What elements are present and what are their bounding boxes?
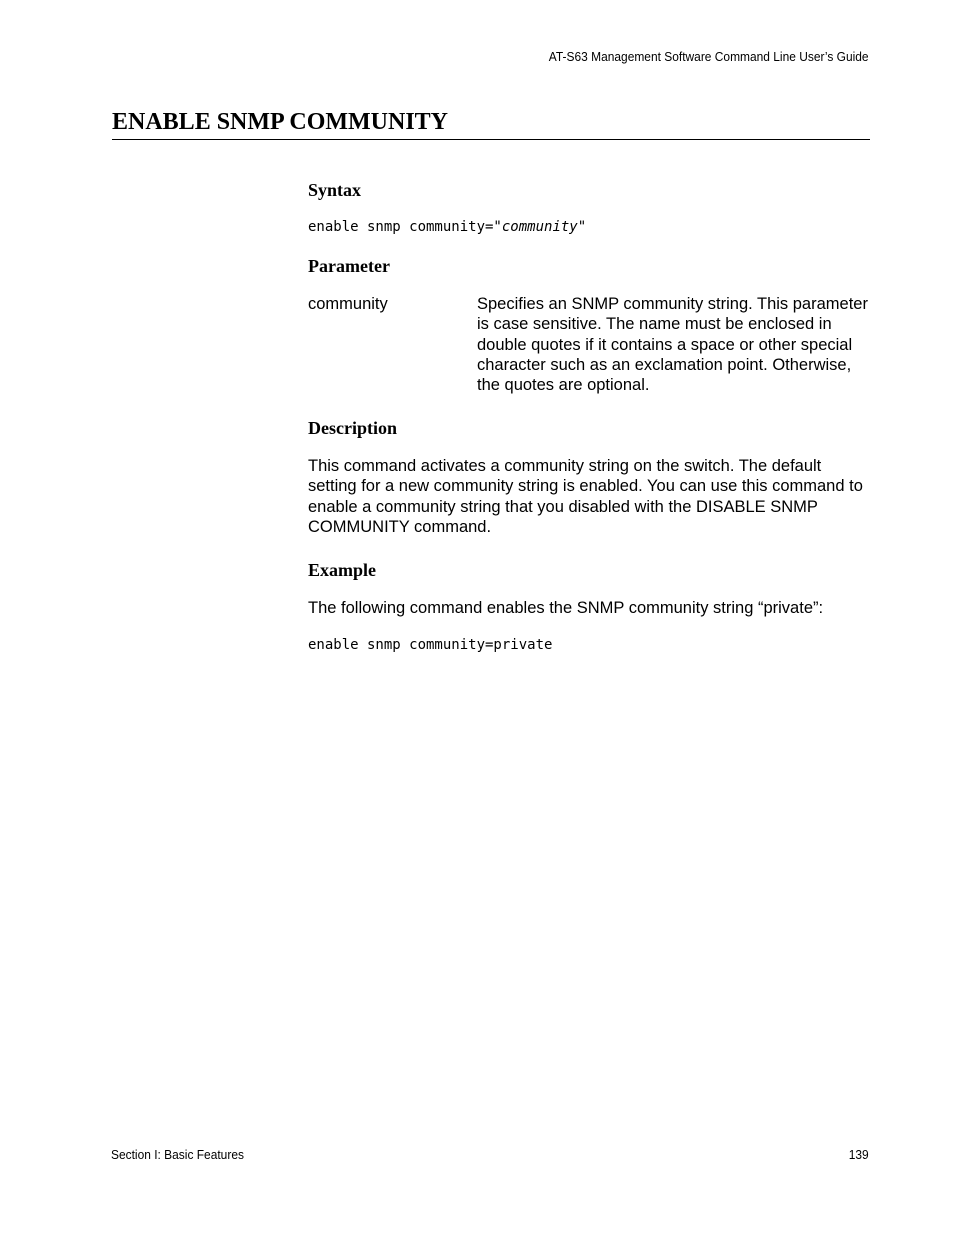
parameter-name: community [308, 295, 388, 313]
example-intro: The following command enables the SNMP community string “private”: [308, 599, 824, 617]
example-heading: Example [308, 560, 377, 580]
running-header: AT-S63 Management Software Command Line User’s Guide [549, 49, 869, 64]
syntax-variable: community [501, 219, 578, 235]
page-number: 139 [849, 1147, 869, 1162]
syntax-prefix: enable snmp community=" [308, 219, 502, 235]
parameter-description: Specifies an SNMP community string. This parameter is case sensitive. The name must be enclosed in double quotes if it contains a space or other special character such as an exclamation point. Otherwise, the quotes are optional. [477, 295, 868, 395]
title-rule [112, 139, 870, 140]
syntax-suffix: " [577, 219, 587, 235]
parameter-heading: Parameter [308, 256, 390, 276]
page-title: ENABLE SNMP COMMUNITY [112, 109, 449, 135]
description-heading: Description [308, 418, 397, 438]
description-text: This command activates a community string on the switch. The default setting for a new community string is enabled. You can use this command to enable a community string that you disabled with the DISABLE SNMP COMMUNITY command. [308, 457, 863, 536]
syntax-command [308, 218, 586, 236]
syntax-heading: Syntax [308, 180, 362, 200]
example-command: enable snmp community=private [308, 637, 553, 653]
footer-section: Section I: Basic Features [111, 1147, 244, 1162]
